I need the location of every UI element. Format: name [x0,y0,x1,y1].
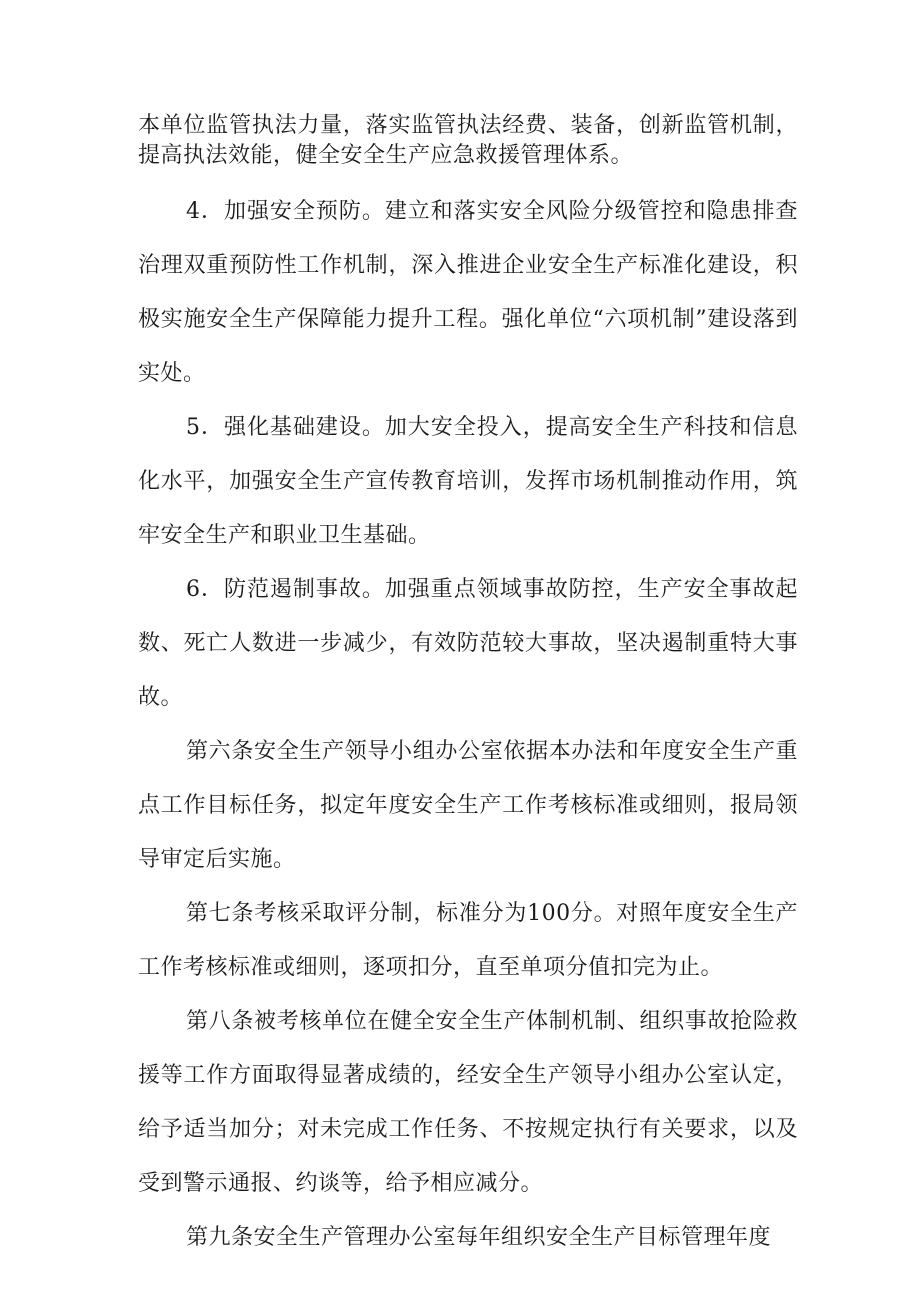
paragraph-item-6: 6．防范遏制事故。加强重点领域事故防控，生产安全事故起数、死亡人数进一步减少，有效防范较大事故，坚决遏制重特大事故。 [138,577,798,710]
paragraph-article-8: 第八条被考核单位在健全安全生产体制机制、组织事故抢险救援等工作方面取得显著成绩的，经安全生产领导小组办公室认定，给予适当加分；对未完成工作任务、不按规定执行有关要求，以及受到警示通报、约谈等，给予相应减分。 [138,1009,798,1196]
paragraph: 本单位监管执法力量，落实监管执法经费、装备，创新监管机制，提高执法效能，健全安全生产应急救援管理体系。 [138,113,798,168]
paragraph-article-9: 第九条安全生产管理办公室每年组织安全生产目标管理年度 [186,1225,772,1250]
paragraph-item-4: 4．加强安全预防。建立和落实安全风险分级管控和隐患排查治理双重预防性工作机制，深入推进企业安全生产标准化建设，积极实施安全生产保障能力提升工程。强化单位“六项机制”建设落到实处。 [138,199,798,386]
paragraph-article-6: 第六条安全生产领导小组办公室依据本办法和年度安全生产重点工作目标任务，拟定年度安全生产工作考核标准或细则，报局领导审定后实施。 [138,739,798,872]
paragraph-article-7: 第七条考核采取评分制，标准分为100分。对照年度安全生产工作考核标准或细则，逐项扣分，直至单项分值扣完为止。 [138,901,798,980]
paragraph-item-5: 5．强化基础建设。加大安全投入，提高安全生产科技和信息化水平，加强安全生产宣传教育培训，发挥市场机制推动作用，筑牢安全生产和职业卫生基础。 [138,415,798,548]
paragraph-continuation [138,111,798,171]
article-body [138,185,798,1265]
